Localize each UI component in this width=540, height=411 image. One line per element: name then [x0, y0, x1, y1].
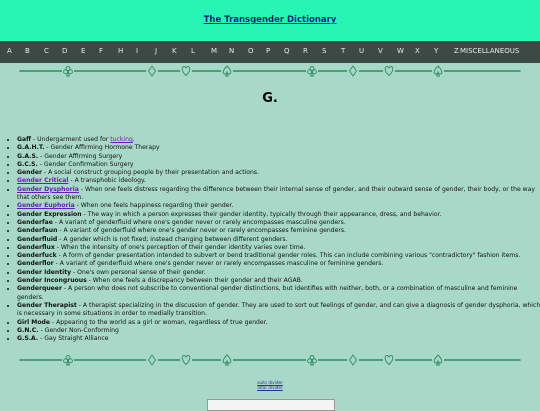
glossary-list: [8, 136, 540, 343]
term-separator: -: [44, 144, 51, 152]
term-separator: -: [56, 252, 63, 260]
nav-letter-v[interactable]: V: [378, 47, 383, 55]
glossary-entry: [17, 244, 540, 252]
term-separator: -: [38, 335, 45, 343]
term-separator: -: [74, 202, 81, 210]
term-definition: A variant of genderfluid where one's gender never or rarely encompasses masculine genders.: [58, 218, 346, 226]
definition-link[interactable]: tucking: [110, 136, 133, 143]
term-definition: A gender which is not fixed; instead changing between different genders.: [63, 235, 288, 243]
term-separator: -: [31, 136, 38, 143]
page-heading: G.: [262, 91, 278, 106]
nav-letter-r[interactable]: R: [303, 47, 308, 55]
term-definition: Appearing to the world as a girl or woman, regardless of true gender.: [56, 318, 268, 326]
term-definition: A variant of genderfluid where one's gender never or rarely encompasses masculine or feminine genders.: [59, 260, 384, 268]
term-label: G.A.S.: [17, 152, 39, 160]
nav-letter-l[interactable]: L: [191, 47, 195, 55]
term-definition: A variant of genderfluid where one's gender never or rarely encompasses feminine genders.: [63, 227, 346, 235]
term-separator: -: [52, 218, 59, 226]
nav-letter-s[interactable]: S: [322, 47, 327, 55]
glossary-entry: [17, 252, 540, 260]
term-label: Girl Mode: [17, 318, 51, 326]
term-definition: Undergarment used for: [37, 136, 111, 143]
term-separator: -: [61, 285, 69, 293]
nav-letter-o[interactable]: O: [248, 47, 254, 55]
term-label: Gender: [17, 169, 42, 177]
term-definition: The way in which a person expresses their gender identity, typically through their appearance, dress, and behavior.: [87, 210, 442, 218]
term-definition: A social construct grouping people by their presentation and actions.: [48, 169, 260, 177]
term-label: Genderflux: [17, 243, 55, 251]
term-separator: -: [68, 177, 75, 185]
term-separator: -: [38, 152, 45, 160]
glossary-entry: [17, 186, 540, 203]
nav-letter-b[interactable]: B: [25, 47, 30, 55]
glossary-entry: [17, 169, 540, 177]
term-label: Genderfae: [17, 218, 53, 226]
term-label: Genderfuck: [17, 252, 57, 260]
credit-link-suits[interactable]: suits divider: [257, 380, 283, 385]
nav-letter-f[interactable]: F: [99, 47, 104, 55]
nav-misc[interactable]: MISCELLANEOUS: [460, 47, 520, 55]
alphabet-nav: [0, 41, 540, 63]
nav-letter-d[interactable]: D: [62, 47, 68, 55]
term-label: Genderfaun: [17, 227, 58, 235]
term-definition: Gender Affirming Surgery: [44, 152, 123, 160]
term-link[interactable]: Gender Critical: [17, 177, 69, 185]
nav-letter-q[interactable]: Q: [284, 47, 290, 55]
term-label: G.C.S.: [17, 160, 38, 168]
nav-letter-m[interactable]: M: [211, 47, 218, 55]
term-label: Gender Expression: [17, 210, 82, 218]
nav-letter-i[interactable]: I: [136, 47, 139, 55]
nav-letter-y[interactable]: Y: [434, 47, 439, 55]
glossary-entry: [17, 260, 540, 268]
term-link[interactable]: Gender Euphoria: [17, 202, 75, 210]
term-separator: -: [71, 268, 78, 276]
glossary-entry: [17, 277, 540, 285]
term-label: Gaff: [17, 136, 32, 143]
glossary-entry: [17, 269, 540, 277]
glossary-entry: [17, 319, 540, 327]
term-separator: -: [76, 301, 83, 309]
term-label: G.N.C.: [17, 326, 39, 334]
term-separator: -: [57, 235, 64, 243]
term-label: G.A.H.T.: [17, 144, 45, 152]
nav-letter-x[interactable]: X: [415, 47, 420, 55]
nav-letter-e[interactable]: E: [81, 47, 86, 55]
nav-letter-t[interactable]: T: [341, 47, 346, 55]
bottom-widget: [207, 399, 335, 411]
suits-divider-top: [0, 64, 540, 78]
site-title-link[interactable]: The Transgender Dictionary: [203, 15, 337, 25]
glossary-entry: [17, 302, 540, 319]
glossary-entry: [17, 236, 540, 244]
term-definition: A form of gender presentation intended to subvert or bend traditional gender roles. This can include combining various "contradictory" fashion items.: [62, 252, 521, 260]
term-label: Genderflor: [17, 260, 54, 268]
term-definition: One's own personal sense of their gender.: [77, 268, 206, 276]
glossary-entry: [17, 153, 540, 161]
term-label: G.S.A.: [17, 335, 39, 343]
term-definition: When the intensity of one's perception of their gender identity varies over time.: [60, 243, 306, 251]
glossary-entry: [17, 144, 540, 152]
glossary-entry: [17, 177, 540, 185]
term-definition: A person who does not subscribe to conventional gender distinctions, but identifies with neither, both, or a combination of masculine and feminine genders.: [17, 285, 518, 301]
nav-letter-u[interactable]: U: [359, 47, 365, 55]
term-definition: When one feels happiness regarding their gender.: [80, 202, 234, 210]
term-definition: Gender Non-Conforming: [44, 326, 119, 334]
glossary-entry: [17, 227, 540, 235]
glossary-entry: [17, 202, 540, 210]
term-label: Gender Identity: [17, 268, 72, 276]
nav-letter-z[interactable]: Z: [454, 47, 459, 55]
suits-divider-bottom: [0, 353, 540, 367]
term-definition: Gay Straight Alliance: [44, 335, 109, 343]
credit-link-altar[interactable]: altar divider: [257, 385, 283, 390]
glossary-entry: [17, 136, 540, 144]
glossary-entry: [17, 335, 540, 343]
term-separator: -: [86, 277, 93, 285]
term-label: Genderfluid: [17, 235, 58, 243]
glossary-entry: [17, 327, 540, 335]
nav-letter-h[interactable]: H: [118, 47, 124, 55]
term-separator: -: [38, 326, 45, 334]
term-definition: When one feels a discrepancy between their gender and their AGAB.: [92, 277, 303, 285]
glossary-entry: [17, 211, 540, 219]
term-definition: A transphobic ideology.: [74, 177, 146, 185]
term-separator: -: [78, 185, 85, 193]
term-separator: -: [37, 160, 44, 168]
term-label: Gender Therapist: [17, 301, 77, 309]
term-definition: Gender Confirmation Surgery: [43, 160, 134, 168]
term-label: Genderqueer: [17, 285, 62, 293]
term-separator: -: [54, 243, 61, 251]
nav-letter-k[interactable]: K: [172, 47, 177, 55]
term-separator: -: [81, 210, 88, 218]
glossary-entry: [17, 161, 540, 169]
term-definition: When one feels distress regarding the difference between their internal sense of gender, and their outward sense of gender, their body, or the way that others see them.: [17, 185, 536, 202]
term-separator: -: [53, 260, 60, 268]
glossary-entry: [17, 219, 540, 227]
term-definition: Gender Affirming Hormone Therapy: [50, 144, 160, 152]
nav-letter-n[interactable]: N: [229, 47, 235, 55]
nav-letter-a[interactable]: A: [7, 47, 12, 55]
glossary-entry: [17, 285, 540, 302]
term-definition: A therapist specializing in the discussion of gender. They are used to sort out feelings of gender, and can give a diagnosis of gender dysphoria, which is necessary in some situations in order to medially transition.: [17, 301, 540, 318]
nav-letter-w[interactable]: W: [397, 47, 404, 55]
term-separator: -: [41, 169, 49, 177]
footer-credits: [0, 380, 540, 390]
nav-letter-c[interactable]: C: [44, 47, 49, 55]
term-label: Gender Incongruous: [17, 277, 87, 285]
definition-tail: .: [132, 136, 135, 143]
nav-letter-j[interactable]: J: [155, 47, 158, 55]
term-separator: -: [57, 227, 64, 235]
nav-letter-p[interactable]: P: [266, 47, 271, 55]
term-link[interactable]: Gender Dysphoria: [17, 185, 79, 193]
term-separator: -: [50, 318, 57, 326]
